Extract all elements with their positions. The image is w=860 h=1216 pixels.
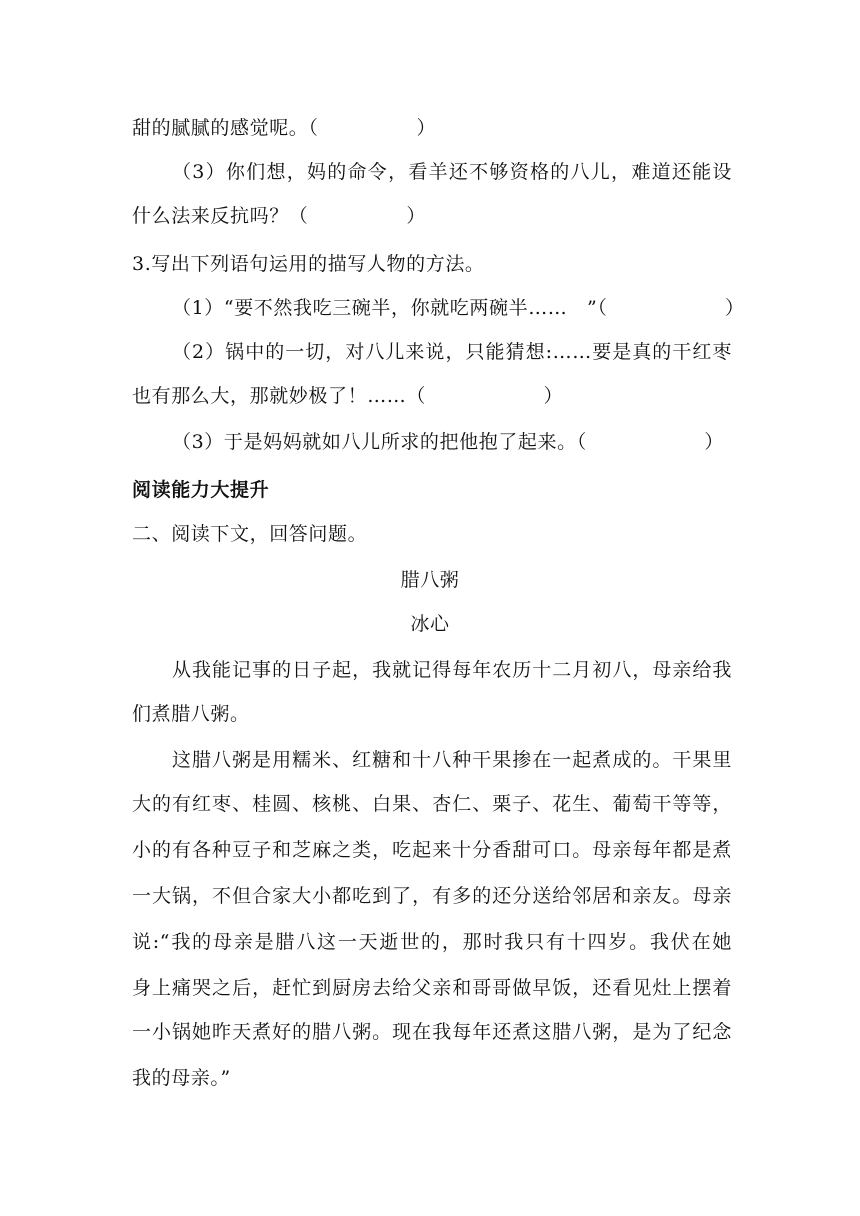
method-item-2-line1: （2）锅中的一切，对八儿来说，只能猜想:……要是真的干红枣 (172, 341, 732, 363)
paragraph-2-line8: 我的母亲。” (132, 1067, 231, 1089)
paragraph-1-line1: 从我能记事的日子起，我就记得每年农历十二月初八，母亲给我 (172, 659, 732, 681)
paragraph-2-line6: 身上痛哭之后，赶忙到厨房去给父亲和哥哥做早饭，还看见灶上摆着 (132, 977, 732, 999)
question-item-3-line2: 什么法来反抗吗？（ ） (132, 205, 427, 227)
question-3-prompt: 3.写出下列语句运用的描写人物的方法。 (132, 253, 485, 275)
article-title: 腊八粥 (400, 569, 460, 591)
answer-line-continued: 甜的腻腻的感觉呢。（ ） (132, 117, 437, 139)
method-item-1: （1）“要不然我吃三碗半，你就吃两碗半…… ”（ ） (172, 297, 745, 319)
paragraph-2-line7: 一小锅她昨天煮好的腊八粥。现在我每年还煮这腊八粥，是为了纪念 (132, 1021, 732, 1043)
reading-question-prompt: 二、阅读下文，回答问题。 (132, 523, 368, 545)
paragraph-2-line2: 大的有红枣、桂圆、核桃、白果、杏仁、栗子、花生、葡萄干等等， (132, 793, 732, 815)
question-item-3-line1: （3）你们想，妈的命令，看羊还不够资格的八儿，难道还能设 (172, 161, 732, 183)
paragraph-2-line1: 这腊八粥是用糯米、红糖和十八种干果掺在一起煮成的。干果里 (172, 749, 732, 771)
paragraph-1-line2: 们煮腊八粥。 (132, 703, 250, 725)
method-item-3: （3）于是妈妈就如八儿所求的把他抱了起来。（ ） (172, 431, 724, 453)
section-heading: 阅读能力大提升 (132, 479, 270, 501)
paragraph-2-line5: 说:“我的母亲是腊八这一天逝世的，那时我只有十四岁。我伏在她 (132, 931, 732, 953)
paragraph-2-line4: 一大锅，不但合家大小都吃到了，有多的还分送给邻居和亲友。母亲 (132, 885, 732, 907)
method-item-2-line2: 也有那么大，那就妙极了！……（ ） (132, 385, 564, 407)
article-author: 冰心 (410, 613, 450, 635)
paragraph-2-line3: 小的有各种豆子和芝麻之类，吃起来十分香甜可口。母亲每年都是煮 (132, 839, 732, 861)
